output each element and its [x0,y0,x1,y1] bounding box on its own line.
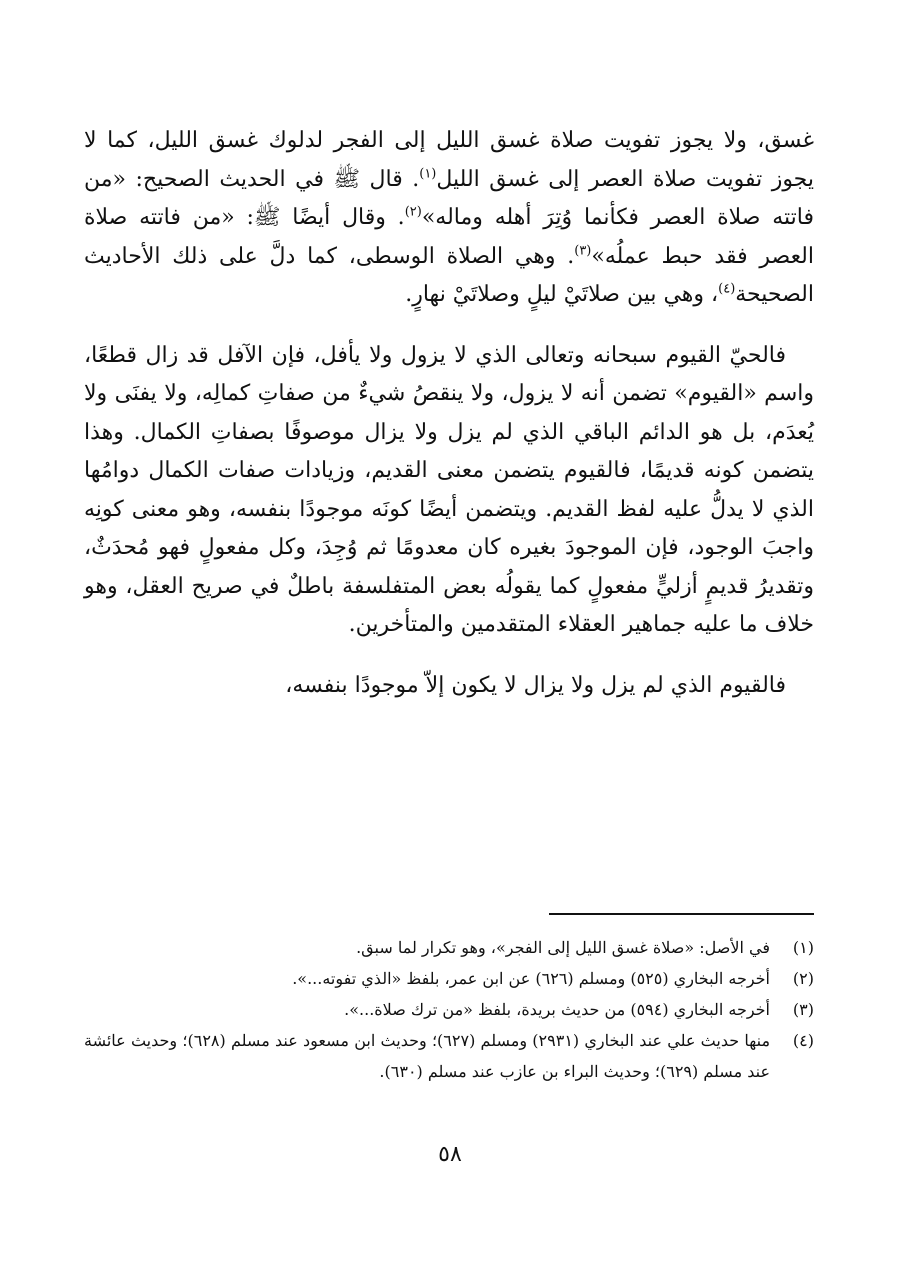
footnotes [84,932,814,1087]
footnote-ref-2: (٢) [404,204,422,220]
footnote-text: أخرجه البخاري (٥٢٥) ومسلم (٦٢٦) عن ابن عمر، بلفظ «الذي تفوته...». [292,969,770,988]
footnote-text: أخرجه البخاري (٥٩٤) من حديث بريدة، بلفظ «من ترك صلاة...». [344,1000,770,1019]
paragraph-text: . وقال أيضًا ﷺ: «من فاتته صلاة العصر فقد حبط عملُه» [84,205,814,269]
paragraph-text: ، وهي بين صلاتَيْ ليلٍ وصلاتَيْ نهارٍ. [405,282,719,307]
paragraph-text: غسق، ولا يجوز تفويت صلاة غسق الليل إلى الفجر لدلوك غسق الليل، كما لا يجوز تفويت صلاة العصر إلى غسق الليل [84,128,815,192]
footnote-2 [84,963,814,994]
paragraph-3 [84,667,814,706]
footnote-1 [84,932,814,963]
paragraph-text: . وهي الصلاة الوسطى، كما دلَّ على ذلك الأحاديث الصحيحة [84,243,814,307]
body-text [84,122,814,727]
footnote-ref-1: (١) [419,166,437,182]
footnote-number: (١) [792,938,814,957]
paragraph-2 [84,337,814,645]
footnote-text: منها حديث علي عند البخاري (٢٩٣١) ومسلم (٦٢٧)؛ وحديث ابن مسعود عند مسلم (٦٢٨)؛ وحديث عائشة عند مسلم (٦٢٩)؛ وحديث البراء بن عازب عند مسلم (٦٣٠). [84,1031,771,1081]
paragraph-text: . قال ﷺ في الحديث الصحيح: «من فاتته صلاة العصر فكأنما وُتِرَ أهله وماله» [84,166,814,230]
footnote-number: (٤) [792,1031,814,1050]
paragraph-text: فالقيوم الذي لم يزل ولا يزال لا يكون إلاّ موجودًا بنفسه، [285,672,786,698]
paragraph-1 [84,122,814,315]
footnote-3 [84,994,814,1025]
paragraph-text: فالحيّ القيوم سبحانه وتعالى الذي لا يزول ولا يأفل، فإن الآفل قد زال قطعًا، واسم «القيوم» تضمن أنه لا يزول، ولا ينقصُ شيءٌ من صفاتِ كمالِه، ولا يفنَى ولا يُعدَم، بل هو الدائم الباقي الذي لم يزل ولا يزال موصوفًا بصفاتِ الكمال. وهذا يتضمن كونه قديمًا، فالقيوم يتضمن معنى القديم، وزيادات صفات الكمال دوامُها الذي لا يدلُّ عليه لفظ القديم. ويتضمن أيضًا كونَه موجودًا بنفسه، وهو معنى كونِه واجبَ الوجود، فإن الموجودَ بغيره كان معدومًا ثم وُجِدَ، وكل مفعولٍ فهو مُحدَثٌ، وتقديرُ قديمٍ أزليٍّ مفعولٍ كما يقولُه بعض المتفلسفة باطلٌ في صريح العقل، وهو خلاف ما عليه جماهير العقلاء المتقدمين والمتأخرين. [84,342,815,637]
footnote-ref-3: (٣) [574,243,592,259]
footnote-number: (٣) [792,1000,814,1019]
footnote-4 [84,1025,814,1087]
footnote-ref-4: (٤) [718,281,736,297]
footnote-number: (٢) [792,969,814,988]
footnote-divider [549,913,814,915]
footnote-text: في الأصل: «صلاة غسق الليل إلى الفجر»، وهو تكرار لما سبق. [356,938,770,957]
page-number: ٥٨ [438,1142,462,1167]
